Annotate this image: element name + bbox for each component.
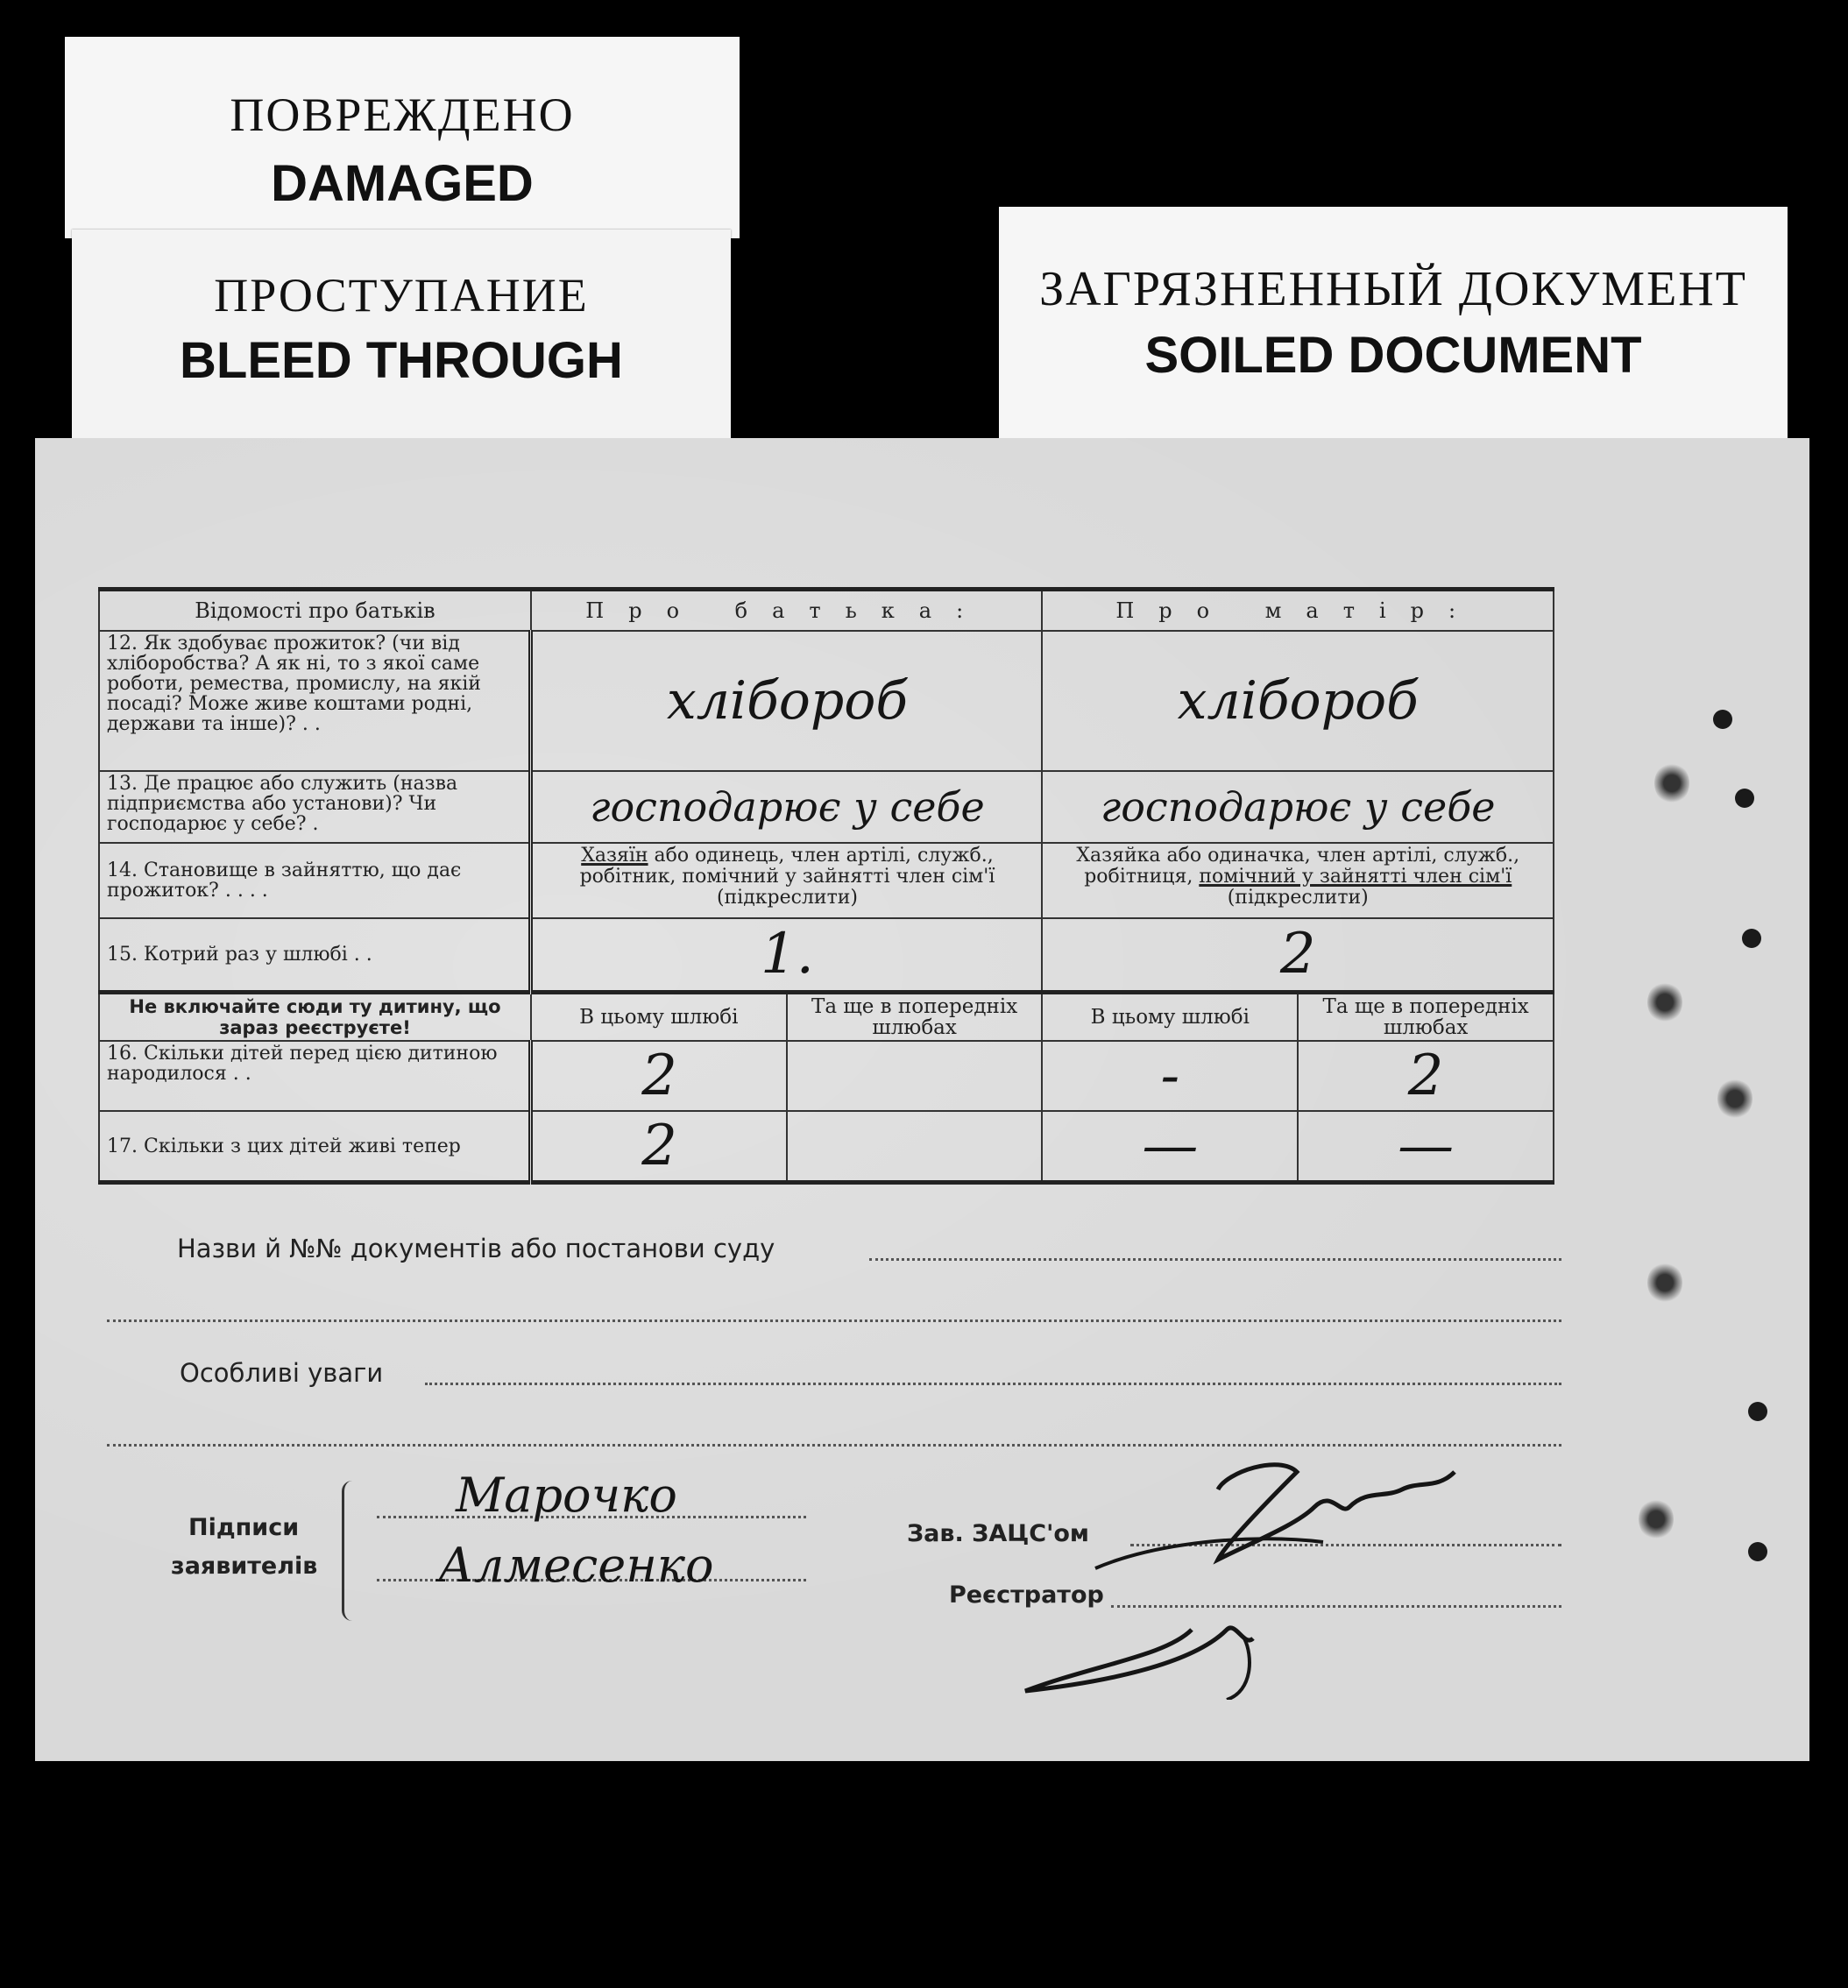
mother-prev-marriages-header: Та ще в попередніх шлюбах (1298, 992, 1554, 1041)
punch-hole (1735, 789, 1754, 808)
damaged-label-en: DAMAGED (271, 155, 534, 212)
damaged-label-card (65, 37, 740, 238)
damage-mark (1654, 762, 1689, 804)
head-of-registry-label: Зав. ЗАЦС'ом (907, 1520, 1089, 1547)
answer-15-father: 1. (760, 922, 814, 987)
answer-16-mother-this: - (1160, 1044, 1180, 1108)
father-this-marriage-header: В цьому шлюбі (531, 992, 787, 1041)
punch-hole (1742, 929, 1761, 948)
signatures-label-2: заявителів (171, 1553, 318, 1580)
answer-16-father-this: 2 (641, 1044, 677, 1108)
question-14: 14. Становище в зайняттю, що дає прожиток? . . . . (99, 843, 531, 918)
answer-14-father-options: або одинець, член артілі, служб., робітник, помічний у зайнятті член сім'ї (підкреслити) (579, 845, 995, 909)
bleed-label-ru: ПРОСТУПАНИЕ (214, 269, 589, 322)
applicant-signature-1: Марочко (456, 1468, 677, 1523)
documents-dotted-line (869, 1258, 1561, 1261)
form-sheet (35, 438, 1809, 1761)
registrar-label: Реєстратор (949, 1581, 1104, 1609)
answer-16-mother-prev: 2 (1407, 1044, 1444, 1108)
signatures-brace (342, 1481, 357, 1621)
answer-14-father (531, 843, 1043, 918)
answer-14-mother (1042, 843, 1554, 918)
soiled-document-label-card (999, 207, 1788, 463)
children-note: Не включайте сюди ту дитину, що зараз реєструєте! (99, 992, 531, 1041)
header-mother: Про матір: (1042, 590, 1554, 632)
header-parents-info: Відомості про батьків (99, 590, 531, 632)
answer-17-mother-prev: — (1398, 1114, 1455, 1178)
documents-dotted-line-2 (107, 1319, 1561, 1322)
question-12: 12. Як здобуває прожиток? (чи від хліборобства? А як ні, то з якої саме роботи, ремества, промислу, на якій посаді? Може живе коштами родні, держави та інше)? . . (99, 631, 531, 771)
applicant-signature-2: Алмесенко (438, 1538, 714, 1593)
question-16: 16. Скільки дітей перед цією дитиною народилося . . (99, 1041, 531, 1111)
soiled-label-en: SOILED DOCUMENT (1144, 327, 1642, 384)
bleed-label-en: BLEED THROUGH (180, 332, 623, 389)
damage-mark (1647, 981, 1682, 1023)
punch-hole (1748, 1542, 1767, 1561)
soiled-label-ru: ЗАГРЯЗНЕННЫЙ ДОКУМЕНТ (1039, 262, 1747, 316)
answer-14-mother-options-pre: Хазяйка або одиначка, член артілі, служб., робітниця, (1076, 845, 1520, 888)
answer-14-father-underlined: Хазяїн (581, 845, 648, 867)
bleed-through-label-card (72, 230, 731, 447)
punch-hole (1748, 1402, 1767, 1421)
answer-17-father-this: 2 (641, 1114, 677, 1178)
mother-this-marriage-header: В цьому шлюбі (1042, 992, 1298, 1041)
question-15: 15. Котрий раз у шлюбі . . (99, 918, 531, 992)
question-13: 13. Де працює або служить (назва підприємства або установи)? Чи господарює у себе? . (99, 771, 531, 843)
question-17: 17. Скільки з цих дітей живі тепер (99, 1111, 531, 1183)
answer-17-mother-this: — (1142, 1114, 1199, 1178)
damaged-label-ru: ПОВРЕЖДЕНО (230, 88, 575, 141)
official-signatures-drawing (964, 1437, 1490, 1700)
parents-info-table (98, 587, 1554, 1185)
punch-hole (1713, 710, 1732, 729)
answer-14-mother-underlined: помічний у зайнятті член сім'ї (1199, 866, 1512, 888)
signatures-label-1: Підписи (188, 1514, 300, 1541)
answer-14-mother-options-post: (підкреслити) (1227, 887, 1369, 909)
answer-12-father: хлібороб (666, 670, 909, 732)
documents-label: Назви й №№ документів або постанови суду (177, 1234, 775, 1263)
header-father: Про батька: (531, 590, 1043, 632)
remarks-label: Особливі уваги (180, 1358, 384, 1388)
father-prev-marriages-header: Та ще в попередніх шлюбах (787, 992, 1043, 1041)
damage-mark (1639, 1498, 1674, 1540)
answer-12-mother: хлібороб (1177, 670, 1419, 732)
remarks-dotted-line (425, 1383, 1561, 1385)
damage-mark (1647, 1262, 1682, 1304)
damage-mark (1717, 1078, 1752, 1120)
answer-13-mother: господарює у себе (1100, 783, 1496, 831)
answer-15-mother: 2 (1279, 922, 1316, 987)
answer-13-father: господарює у себе (590, 783, 985, 831)
